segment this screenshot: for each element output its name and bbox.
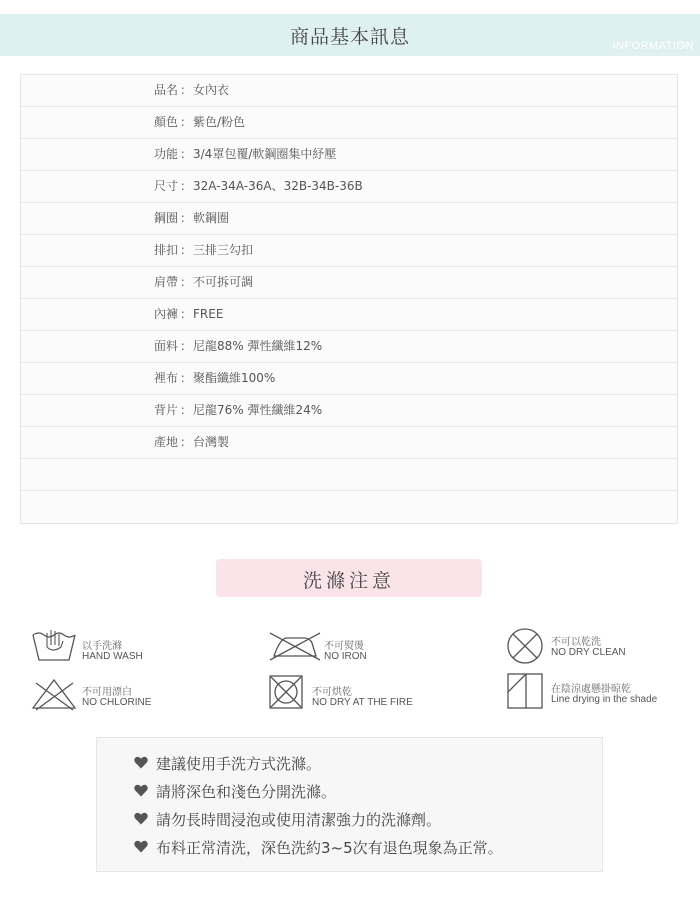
info-row-lining <box>21 363 677 395</box>
info-key: 面料 <box>154 339 179 353</box>
info-row-empty <box>21 459 677 491</box>
note-text: 請勿長時間浸泡或使用清潔強力的洗滌劑。 <box>156 811 442 829</box>
info-key: 排扣 <box>154 243 179 257</box>
info-row-origin <box>21 427 677 459</box>
info-separator: ： <box>180 403 193 417</box>
care-label-en: HAND WASH <box>82 651 143 662</box>
info-separator: ： <box>180 275 193 289</box>
info-separator: ： <box>180 371 193 385</box>
heart-icon <box>134 812 148 825</box>
note-text: 布料正常清洗，深色洗約3~5次有退色現象為正常。 <box>156 839 503 857</box>
info-key: 裡布 <box>154 371 179 385</box>
info-key: 內褲 <box>154 307 179 321</box>
info-row-size <box>21 171 677 203</box>
product-info-table <box>20 74 678 524</box>
no-dry-clean-icon <box>506 627 544 665</box>
care-label-en: Line drying in the shade <box>551 694 658 705</box>
info-key: 品名 <box>154 83 179 97</box>
info-row-panties <box>21 299 677 331</box>
wash-title: 洗滌注意 <box>302 570 395 592</box>
info-row-underwire <box>21 203 677 235</box>
info-value: 紫色/粉色 <box>193 115 246 129</box>
info-key: 肩帶 <box>154 275 179 289</box>
info-separator: ： <box>180 435 193 449</box>
info-separator: ： <box>180 339 193 353</box>
info-row-color <box>21 107 677 139</box>
info-row-fabric <box>21 331 677 363</box>
note-text: 建議使用手洗方式洗滌。 <box>156 755 322 773</box>
info-separator: ： <box>180 243 193 257</box>
info-key: 背片 <box>154 403 179 417</box>
info-row-name <box>21 75 677 107</box>
hand-wash-icon <box>30 627 78 663</box>
care-label-en: NO DRY AT THE FIRE <box>312 697 413 708</box>
info-value: 女內衣 <box>193 83 230 97</box>
care-label-cn: 不可以乾洗 <box>551 637 601 648</box>
info-separator: ： <box>180 83 193 97</box>
care-label-cn: 不可用漂白 <box>82 687 132 698</box>
info-row-empty <box>21 491 677 523</box>
care-label-cn: 以手洗滌 <box>82 641 122 652</box>
note-text: 請將深色和淺色分開洗滌。 <box>156 783 337 801</box>
info-separator: ： <box>180 211 193 225</box>
info-value: 不可拆可調 <box>193 275 254 289</box>
info-key: 產地 <box>154 435 179 449</box>
care-label-cn: 不可烘乾 <box>312 687 352 698</box>
info-separator: ： <box>180 179 193 193</box>
info-value: 3/4罩包覆/軟鋼圈集中紓壓 <box>193 147 337 161</box>
info-row-hooks <box>21 235 677 267</box>
info-row-function <box>21 139 677 171</box>
info-key: 鋼圈 <box>154 211 179 225</box>
heart-icon <box>134 756 148 769</box>
info-separator: ： <box>180 147 193 161</box>
no-chlorine-icon <box>30 677 78 711</box>
info-value: 台灣製 <box>193 435 230 449</box>
care-label-cn: 不可熨燙 <box>324 641 364 652</box>
line-dry-shade-icon <box>506 672 544 710</box>
info-value: 軟鋼圈 <box>193 211 230 225</box>
info-key: 顏色 <box>154 115 179 129</box>
info-row-back-panel <box>21 395 677 427</box>
heart-icon <box>134 840 148 853</box>
info-value: 三排三勾扣 <box>193 243 254 257</box>
info-separator: ： <box>180 115 193 129</box>
info-row-straps <box>21 267 677 299</box>
info-value: FREE <box>193 307 224 321</box>
care-label-en: NO IRON <box>324 651 367 662</box>
no-tumble-dry-icon <box>268 674 304 710</box>
no-iron-icon <box>268 631 322 661</box>
section-title: 商品基本訊息 <box>289 26 410 48</box>
care-label-en: NO CHLORINE <box>82 697 152 708</box>
info-key: 尺寸 <box>154 179 179 193</box>
info-key: 功能 <box>154 147 179 161</box>
heart-icon <box>134 784 148 797</box>
care-label-en: NO DRY CLEAN <box>551 647 626 658</box>
info-value: 聚酯纖維100% <box>193 371 276 385</box>
info-value: 尼龍76% 彈性纖維24% <box>193 403 323 417</box>
section-subtitle: INFORMATION <box>612 40 694 52</box>
info-separator: ： <box>180 307 193 321</box>
info-value: 尼龍88% 彈性纖維12% <box>193 339 323 353</box>
info-value: 32A-34A-36A、32B-34B-36B <box>193 179 363 193</box>
care-label-cn: 在陰涼處懸掛晾乾 <box>551 684 631 695</box>
